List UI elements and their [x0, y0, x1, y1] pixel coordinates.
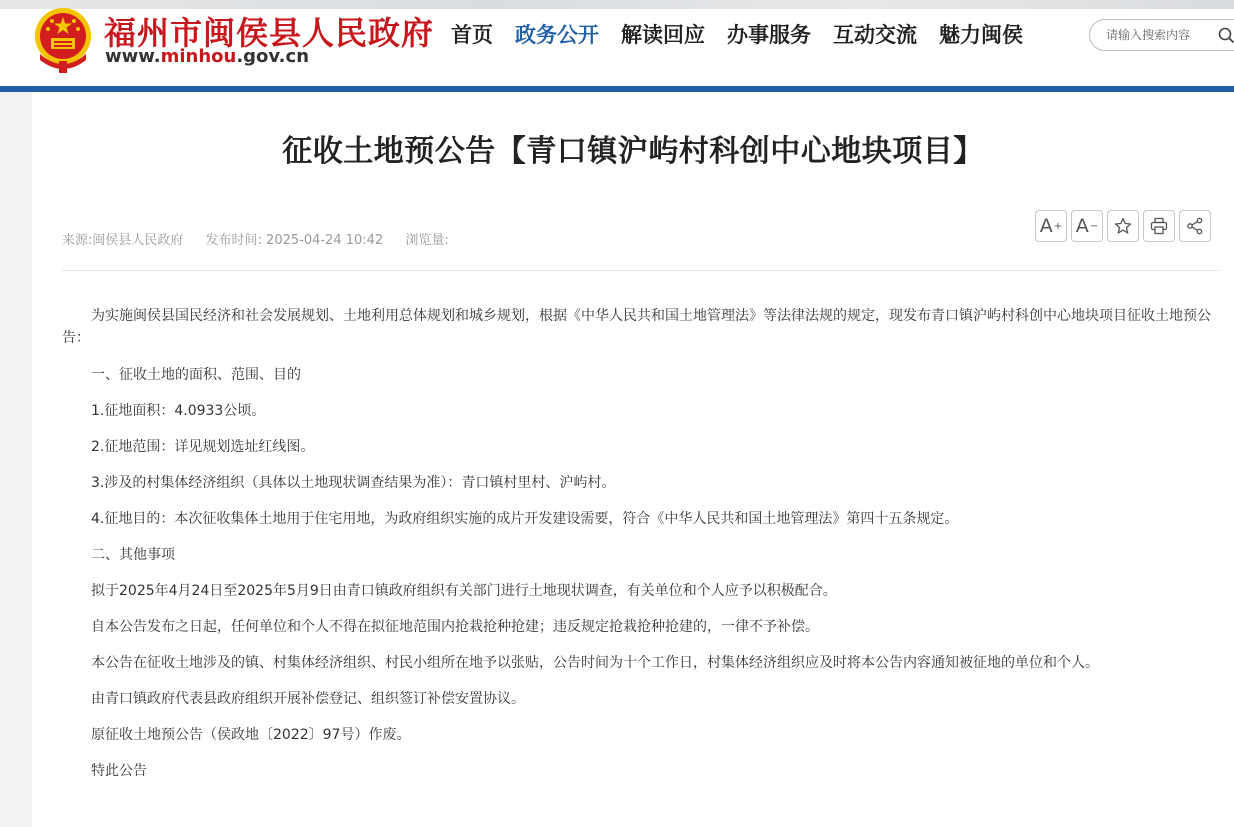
favorite-button[interactable] — [1107, 210, 1139, 242]
font-increase-label: A — [1039, 215, 1053, 237]
article-paragraph: 2.征地范围：详见规划选址红线图。 — [91, 439, 315, 455]
article-paragraph: 4.征地目的：本次征收集体土地用于住宅用地，为政府组织实施的成片开发建设需要，符合《中华人民共和国土地管理法》第四十五条规定。 — [91, 511, 959, 527]
site-url-suffix: .gov.cn — [236, 46, 310, 67]
nav-item-about-minhou[interactable]: 魅力闽侯 — [939, 23, 1023, 47]
nav-item-home[interactable]: 首页 — [451, 23, 493, 47]
search-box — [1089, 19, 1234, 51]
site-url-prefix: www. — [105, 46, 161, 67]
nav-item-government-affairs[interactable]: 政务公开 — [515, 23, 599, 47]
font-decrease-button[interactable] — [1071, 210, 1103, 242]
article-paragraph: 由青口镇政府代表县政府组织开展补偿登记、组织签订补偿安置协议。 — [91, 691, 525, 707]
article-container — [32, 92, 1234, 827]
nav-item-interpretation[interactable]: 解读回应 — [621, 23, 705, 47]
printer-icon — [1150, 217, 1168, 235]
article-paragraph: 本公告在征收土地涉及的镇、村集体经济组织、村民小组所在地予以张贴，公告时间为十个工作日，村集体经济组织应及时将本公告内容通知被征地的单位和个人。 — [91, 655, 1099, 671]
article-paragraph: 二、其他事项 — [91, 547, 175, 563]
article-paragraph: 为实施闽侯县国民经济和社会发展规划、土地利用总体规划和城乡规划，根据《中华人民共和国土地管理法》等法律法规的规定，现发布青口镇沪屿村科创中心地块项目征收土地预公告： — [62, 308, 1211, 346]
article-toolbar — [1035, 210, 1211, 242]
share-icon — [1186, 217, 1204, 235]
search-icon[interactable] — [1218, 27, 1234, 44]
meta-divider — [62, 270, 1220, 271]
star-icon — [1114, 217, 1132, 235]
site-header — [0, 0, 1234, 86]
article-paragraph: 自本公告发布之日起，任何单位和个人不得在拟征地范围内抢栽抢种抢建；违反规定抢栽抢种抢建的，一律不予补偿。 — [91, 619, 819, 635]
article-views: 浏览量: — [405, 233, 449, 248]
main-nav — [440, 20, 1034, 50]
article-paragraph: 原征收土地预公告（侯政地〔2022〕97号）作废。 — [91, 727, 411, 743]
nav-item-interaction[interactable]: 互动交流 — [833, 23, 917, 47]
article-paragraph: 3.涉及的村集体经济组织（具体以土地现状调查结果为准）：青口镇村里村、沪屿村。 — [91, 475, 616, 491]
nav-item-services[interactable]: 办事服务 — [727, 23, 811, 47]
font-increase-button[interactable] — [1035, 210, 1067, 242]
font-decrease-label: A — [1075, 215, 1089, 237]
print-button[interactable] — [1143, 210, 1175, 242]
article-meta — [62, 229, 467, 248]
article-paragraph: 一、征收土地的面积、范围、目的 — [91, 367, 301, 383]
article-title: 征收土地预公告【青口镇沪屿村科创中心地块项目】 — [282, 134, 984, 169]
article-paragraph: 拟于2025年4月24日至2025年5月9日由青口镇政府组织有关部门进行土地现状调查，有关单位和个人应予以积极配合。 — [91, 583, 837, 599]
search-input[interactable] — [1106, 20, 1206, 50]
share-button[interactable] — [1179, 210, 1211, 242]
article-paragraph: 特此公告 — [91, 763, 147, 779]
article-publish-time: 发布时间: 2025-04-24 10:42 — [205, 233, 384, 248]
article-source: 来源:闽侯县人民政府 — [62, 233, 184, 248]
font-increase-sup: + — [1053, 220, 1063, 232]
site-title[interactable]: 福州市闽侯县人民政府 — [104, 14, 435, 52]
font-decrease-sup: − — [1089, 220, 1099, 232]
site-url[interactable] — [105, 46, 309, 67]
article-paragraph: 1.征地面积：4.0933公顷。 — [91, 403, 266, 419]
site-url-brand: minhou — [160, 46, 237, 67]
article-body — [62, 305, 1222, 795]
national-emblem-icon[interactable] — [30, 4, 96, 76]
